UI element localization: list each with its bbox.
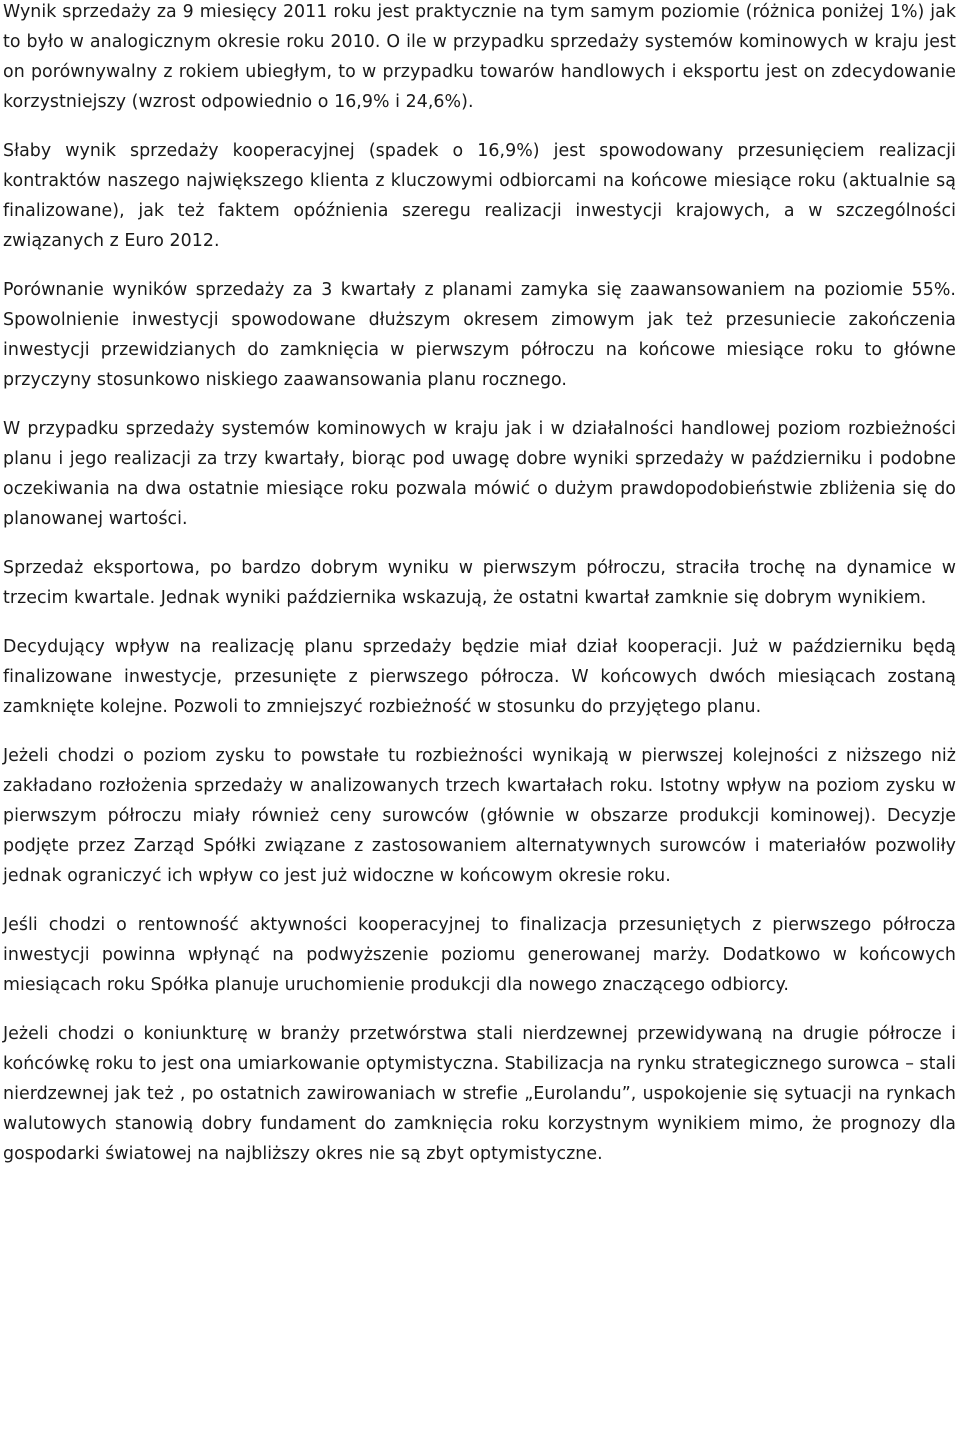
paragraph-chimney-systems: W przypadku sprzedaży systemów kominowych w kraju jak i w działalności handlowej poziom rozbieżności planu i jego realizacji za trzy kwartały, biorąc pod uwagę dobre wyniki sprzedaży w październiku i podobne oczekiwania na dwa ostatnie miesiące roku pozwala mówić o dużym prawdopodobieństwie zbliżenia się do planowanej wartości. bbox=[3, 419, 956, 529]
paragraph-cooperation-sales: Słaby wynik sprzedaży kooperacyjnej (spadek o 16,9%) jest spowodowany przesunięciem realizacji kontraktów naszego największego klienta z kluczowymi odbiorcami na końcowe miesiące roku (aktualnie są finalizowane), jak też faktem opóźnienia szeregu realizacji inwestycji krajowych, a w szczególności związanych z Euro 2012. bbox=[3, 141, 956, 251]
paragraph-profitability: Jeśli chodzi o rentowność aktywności kooperacyjnej to finalizacja przesuniętych z pierwszego półrocza inwestycji powinna wpłynąć na podwyższenie poziomu generowanej marży. Dodatkowo w końcowych miesiącach roku Spółka planuje uruchomienie produkcji dla nowego znaczącego odbiorcy. bbox=[3, 915, 956, 995]
paragraph-export-sales: Sprzedaż eksportowa, po bardzo dobrym wyniku w pierwszym półroczu, straciła trochę na dynamice w trzecim kwartale. Jednak wyniki października wskazują, że ostatni kwartał zamknie się dobrym wynikiem. bbox=[3, 558, 956, 608]
document-page bbox=[3, 0, 956, 1169]
paragraph-sales-summary: Wynik sprzedaży za 9 miesięcy 2011 roku jest praktycznie na tym samym poziomie (różnica poniżej 1%) jak to było w analogicznym okresie roku 2010. O ile w przypadku sprzedaży systemów kominowych w kraju jest on porównywalny z rokiem ubiegłym, to w przypadku towarów handlowych i eksportu jest on zdecydowanie korzystniejszy (wzrost odpowiednio o 16,9% i 24,6%). bbox=[3, 2, 956, 112]
paragraph-cooperation-impact: Decydujący wpływ na realizację planu sprzedaży będzie miał dział kooperacji. Już w październiku będą finalizowane inwestycje, przesunięte z pierwszego półrocza. W końcowych dwóch miesiącach zostaną zamknięte kolejne. Pozwoli to zmniejszyć rozbieżność w stosunku do przyjętego planu. bbox=[3, 637, 956, 717]
paragraph-plan-comparison: Porównanie wyników sprzedaży za 3 kwartały z planami zamyka się zaawansowaniem na poziomie 55%. Spowolnienie inwestycji spowodowane dłuższym okresem zimowym jak też przesuniecie zakończenia inwestycji przewidzianych do zamknięcia w pierwszym półroczu na końcowe miesiące roku to główne przyczyny stosunkowo niskiego zaawansowania planu rocznego. bbox=[3, 280, 956, 390]
paragraph-market-outlook: Jeżeli chodzi o koniunkturę w branży przetwórstwa stali nierdzewnej przewidywaną na drugie półrocze i końcówkę roku to jest ona umiarkowanie optymistyczna. Stabilizacja na rynku strategicznego surowca – stali nierdzewnej jak też , po ostatnich zawirowaniach w strefie „Eurolandu”, uspokojenie się sytuacji na rynkach walutowych stanowią dobry fundament do zamknięcia roku korzystnym wynikiem mimo, że prognozy dla gospodarki światowej na najbliższy okres nie są zbyt optymistyczne. bbox=[3, 1024, 956, 1164]
paragraph-profit-level: Jeżeli chodzi o poziom zysku to powstałe tu rozbieżności wynikają w pierwszej kolejności z niższego niż zakładano rozłożenia sprzedaży w analizowanych trzech kwartałach roku. Istotny wpływ na poziom zysku w pierwszym półroczu miały również ceny surowców (głównie w obszarze produkcji kominowej). Decyzje podjęte przez Zarząd Spółki związane z zastosowaniem alternatywnych surowców i materiałów pozwoliły jednak ograniczyć ich wpływ co jest już widoczne w końcowym okresie roku. bbox=[3, 746, 956, 886]
